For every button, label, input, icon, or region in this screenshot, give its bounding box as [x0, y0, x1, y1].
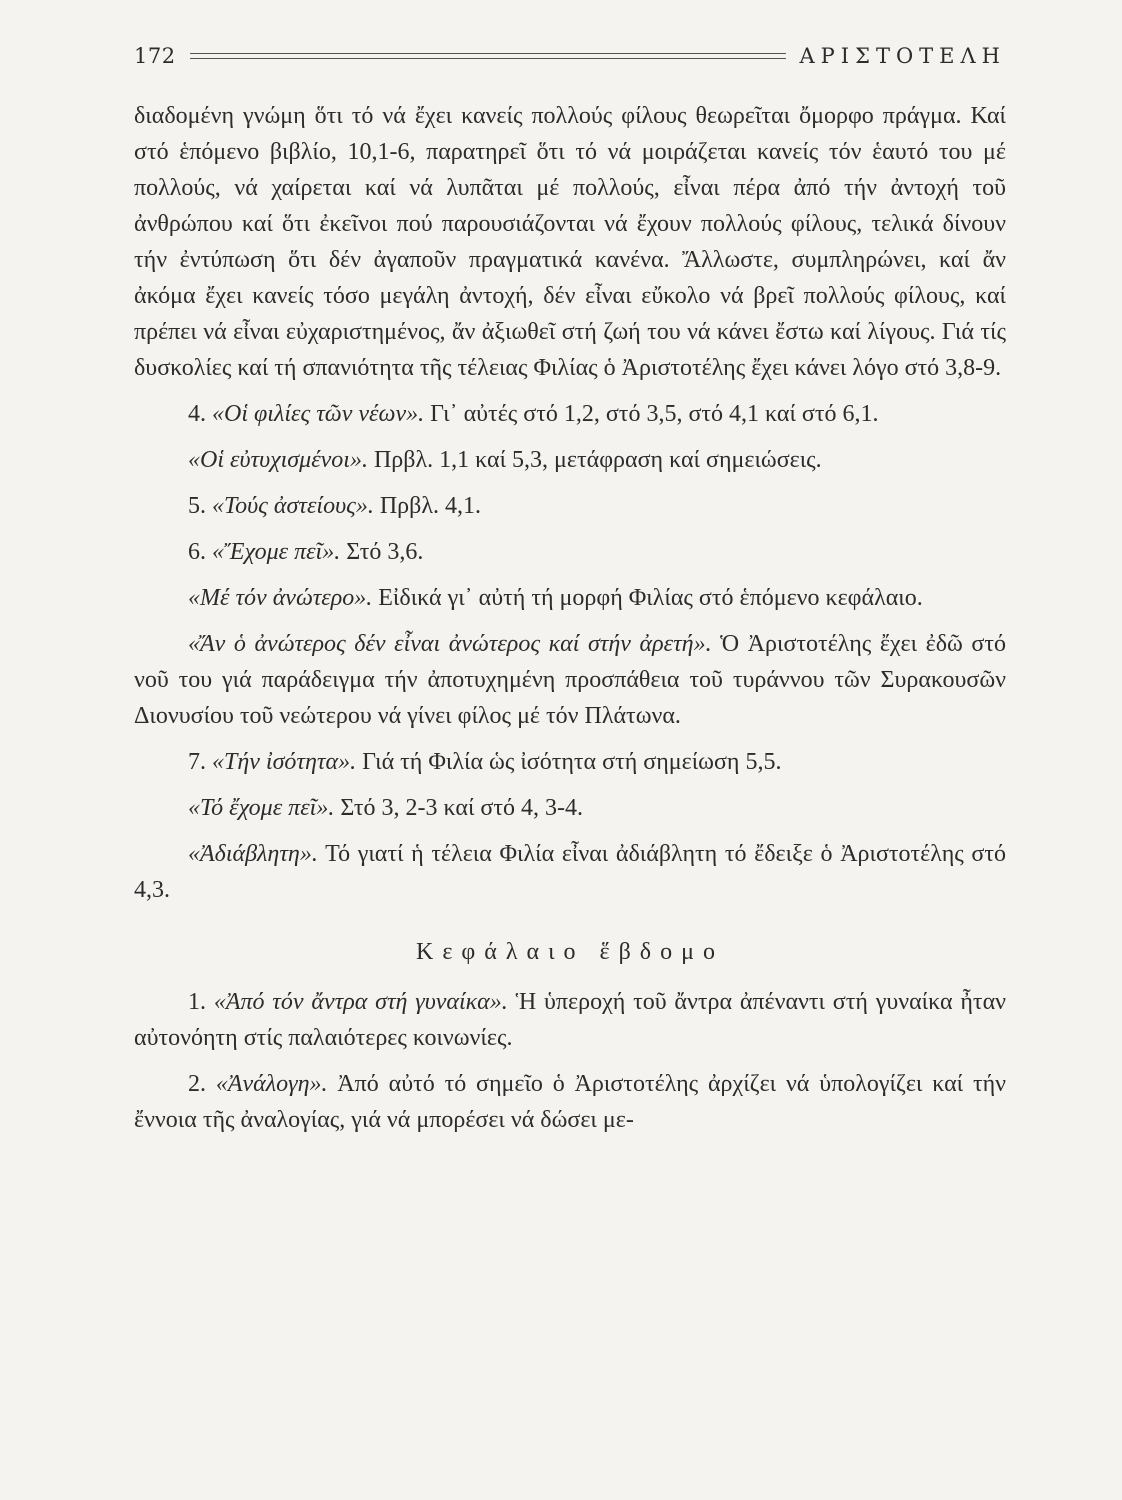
note-text: Πρβλ. 4,1. [373, 493, 481, 519]
note-paragraph [134, 442, 1006, 478]
note-paragraph [134, 396, 1006, 432]
page-number: 172 [134, 44, 176, 68]
note-lemma: «Μέ τόν ἀνώτερο». [188, 585, 373, 611]
note-text: Στό 3, 2-3 καί στό 4, 3-4. [334, 795, 584, 821]
note-paragraph [134, 1066, 1006, 1138]
note-paragraph [134, 836, 1006, 908]
note-text: Γιά τή Φιλία ὡς ἰσότητα στή σημείωση 5,5. [356, 749, 782, 775]
note-lemma: «Ἔχομε πεῖ». [212, 539, 341, 565]
note-text: Τό γιατί ἡ τέλεια Φιλία εἶναι ἀδιάβλητη τό ἔδειξε ὁ Ἀριστοτέλης στό 4,3. [134, 841, 1006, 903]
note-lemma: «Ἀδιάβλητη». [188, 841, 318, 867]
note-lemma: «Ἀνάλογη». [215, 1071, 328, 1097]
note-lemma: «Ἄν ὁ ἀνώτερος δέν εἶναι ἀνώτερος καί στήν ἀρετή». [188, 631, 712, 657]
note-lemma: «Ἀπό τόν ἄντρα στή γυναίκα». [213, 989, 508, 1015]
note-number: 2. [188, 1071, 216, 1097]
header-double-rule [190, 53, 786, 59]
chapter-heading: Κεφάλαιο ἕβδομο [416, 939, 724, 965]
note-paragraph [134, 534, 1006, 570]
note-text: Ἀπό αὐτό τό σημεῖο ὁ Ἀριστοτέλης ἀρχίζει νά ὑπολογίζει καί τήν ἔννοια τῆς ἀναλογίας, γιά νά μπορέσει νά δώσει με- [134, 1071, 1007, 1133]
note-text: Γι᾽ αὐτές στό 1,2, στό 3,5, στό 4,1 καί στό 6,1. [424, 401, 879, 427]
note-lemma: «Τό ἔχομε πεῖ». [188, 795, 335, 821]
note-lemma: «Οἱ φιλίες τῶν νέων». [212, 401, 425, 427]
note-number: 5. [188, 493, 212, 519]
note-number: 7. [188, 749, 212, 775]
note-paragraph [134, 488, 1006, 524]
note-lemma: «Οἱ εὐτυχισμένοι». [188, 447, 368, 473]
note-paragraph [134, 744, 1006, 780]
note-lemma: «Τούς ἀστείους». [212, 493, 374, 519]
continued-paragraph: διαδομένη γνώμη ὅτι τό νά ἔχει κανείς πολλούς φίλους θεωρεῖται ὄμορφο πράγμα. Καί στό ἑπόμενο βιβλίο, 10,1-6, παρατηρεῖ ὅτι τό νά μοιράζεται κανείς τόν ἑαυτό του μέ πολλούς, νά χαίρεται καί νά λυπᾶται μέ πολλούς, εἶναι πέρα ἀπό τήν ἀντοχή τοῦ ἀνθρώπου καί ὅτι ἐκεῖνοι πού παρουσιάζονται νά ἔχουν πολλούς φίλους, τελικά δίνουν τήν ἐντύπωση ὅτι δέν ἀγαποῦν πραγματικά κανένα. Ἄλλωστε, συμπληρώνει, καί ἄν ἀκόμα ἔχει κανείς τόσο μεγάλη ἀντοχή, δέν εἶναι εὔκολο νά βρεῖ πολλούς φίλους, καί πρέπει νά εἶναι εὐχαριστημένος, ἄν ἀξιωθεῖ στή ζωή του νά κάνει ἔστω καί λίγους. Γιά τίς δυσκολίες καί τή σπανιότητα τῆς τέλειας Φιλίας ὁ Ἀριστοτέλης ἔχει κάνει λόγο στό 3,8-9. [134, 103, 1006, 381]
running-title: ΑΡΙΣΤΟΤΕΛΗ [799, 44, 1006, 68]
note-text: Πρβλ. 1,1 καί 5,3, μετάφραση καί σημειώσεις. [367, 447, 822, 473]
page-body [134, 98, 1006, 1138]
note-text: Στό 3,6. [340, 539, 424, 565]
note-text: Ἡ ὑπεροχή τοῦ ἄντρα ἀπέναντι στή γυναίκα ἦταν αὐτονόητη στίς παλαιότερες κοινωνίες. [134, 989, 1007, 1051]
note-paragraph [134, 984, 1006, 1056]
note-lemma: «Τήν ἰσότητα». [212, 749, 357, 775]
note-paragraph [134, 626, 1006, 734]
note-number: 4. [188, 401, 212, 427]
note-number: 6. [188, 539, 212, 565]
running-header [134, 40, 1006, 72]
note-paragraph [134, 790, 1006, 826]
note-text: Εἰδικά γι᾽ αὐτή τή μορφή Φιλίας στό ἑπόμενο κεφάλαιο. [372, 585, 923, 611]
note-number: 1. [188, 989, 214, 1015]
note-paragraph [134, 580, 1006, 616]
note-text: Ὁ Ἀριστοτέλης ἔχει ἐδῶ στό νοῦ του γιά παράδειγμα τήν ἀποτυχημένη προσπάθεια τοῦ τυράννου τῶν Συρακουσῶν Διονυσίου τοῦ νεώτερου νά γίνει φίλος μέ τόν Πλάτωνα. [134, 631, 1006, 729]
